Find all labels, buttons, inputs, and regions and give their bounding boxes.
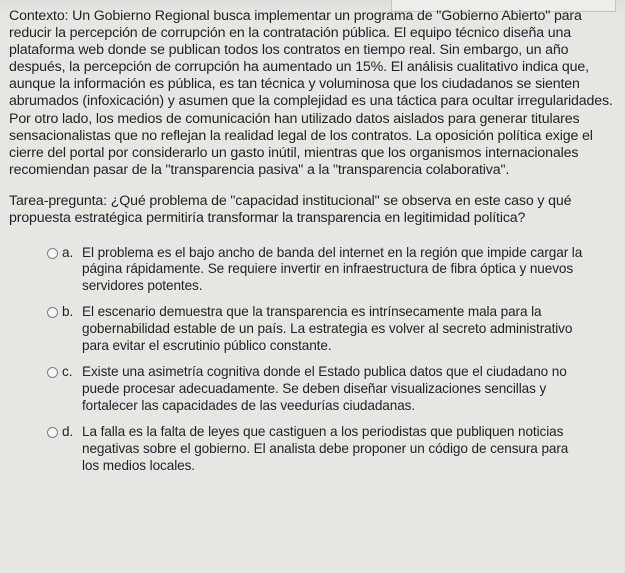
radio-button-d[interactable] xyxy=(47,427,58,438)
option-b[interactable] xyxy=(62,304,615,355)
question-block xyxy=(9,8,615,483)
radio-button-b[interactable] xyxy=(47,307,58,318)
option-text: Existe una asimetría cognitiva donde el Estado publica datos que el ciudadano no puede procesar adecuadamente. Se deben diseñar visualizaciones sencillas y fortalecer las capacidades de las veedurías ciudadanas. xyxy=(82,363,567,413)
option-text: El problema es el bajo ancho de banda del internet en la región que impide cargar la página rápidamente. Se requiere invertir en infraestructura de fibra óptica y nuevos servidores potentes. xyxy=(82,244,583,294)
answer-options xyxy=(9,245,615,475)
option-letter: b. xyxy=(62,304,74,320)
option-letter: c. xyxy=(62,363,73,379)
option-c[interactable] xyxy=(62,364,615,415)
option-text: El escenario demuestra que la transparencia es intrínsecamente mala para la gobernabilidad estable de un país. La estrategia es volver al secreto administrativo para evitar el escrutinio público constante. xyxy=(82,304,573,354)
option-d[interactable] xyxy=(62,424,615,475)
option-letter: a. xyxy=(62,244,74,260)
radio-button-a[interactable] xyxy=(47,248,58,259)
question-prompt: Tarea-pregunta: ¿Qué problema de "capacidad institucional" se observa en este caso y qué propuesta estratégica permitiría transformar la transparencia en legitimidad política? xyxy=(9,192,572,227)
option-letter: d. xyxy=(62,423,74,439)
option-text: La falla es la falta de leyes que castiguen a los periodistas que publiquen noticias negativas sobre el gobierno. El analista debe proponer un código de censura para los medios locales. xyxy=(82,423,569,473)
context-text: Contexto: Un Gobierno Regional busca implementar un programa de "Gobierno Abierto" para reducir la percepción de corrupción en la contratación pública. El equipo técnico diseña una plataforma web donde se publican todos los contratos en tiempo real. Sin embargo, un año después, la percepción de corrupción ha aumentado un 15%. El análisis cualitativo indica que, aunque la información es pública, es tan técnica y voluminosa que los ciudadanos se sienten abrumados (infoxicación) y asumen que la complejidad es una táctica para ocultar irregularidades. Por otro lado, los medios de comunicación han utilizado datos aislados para generar titulares sensacionalistas que no reflejan la realidad legal de los contratos. La oposición política exige el cierre del portal por considerarlo un gasto inútil, mientras que los organismos internacionales recomiendan pasar de la "transparencia pasiva" a la "transparencia colaborativa". xyxy=(9,8,613,178)
option-a[interactable] xyxy=(62,245,615,296)
radio-button-c[interactable] xyxy=(47,367,58,378)
